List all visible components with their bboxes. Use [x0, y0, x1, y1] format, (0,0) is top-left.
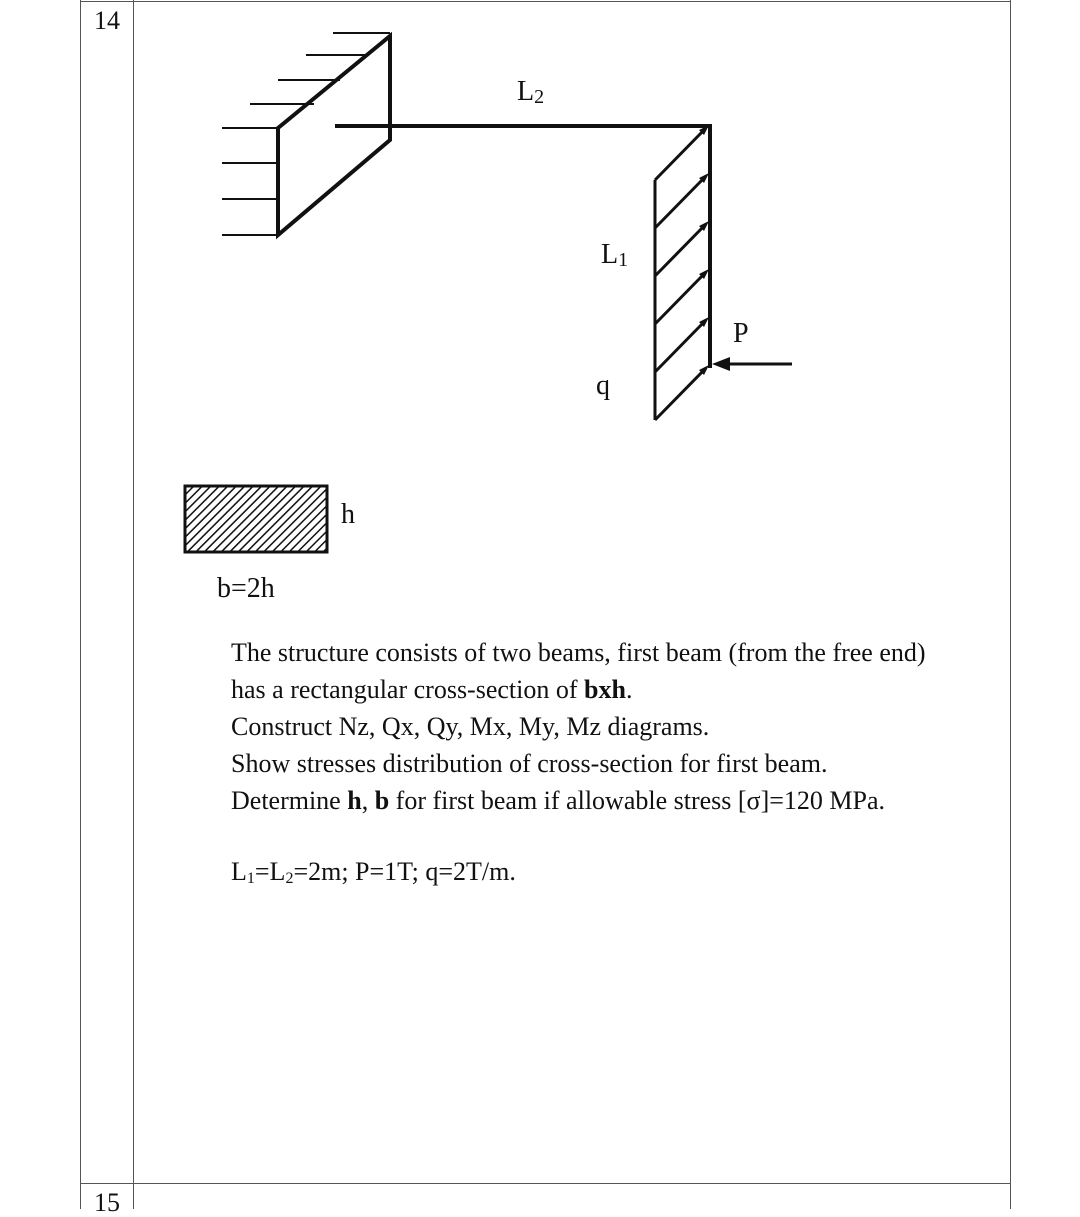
row-number-14: 14 [94, 6, 120, 35]
statement-line-4: Show stresses distribution of cross-section for first beam. [231, 749, 828, 778]
force-p-arrow [712, 357, 792, 371]
statement-line-5: Determine h, b for first beam if allowable stress [σ]=120 MPa. [231, 786, 886, 815]
row-number-15: 15 [94, 1188, 120, 1217]
label-l1: L1 [601, 239, 629, 271]
problem-statement [231, 634, 1011, 819]
label-l2: L2 [517, 76, 545, 108]
statement-line-2: has a rectangular cross-section of bxh. [231, 675, 633, 704]
label-q: q [596, 370, 610, 401]
fixed-support [222, 33, 390, 235]
statement-line-3: Construct Nz, Qx, Qy, Mx, My, Mz diagrams. [231, 712, 710, 741]
label-p: P [733, 318, 749, 349]
given-values: $L_1=L_2=2m$; P=1T; q=2T/m. [231, 857, 516, 887]
statement-line-1: The structure consists of two beams, first beam (from the free end) [231, 638, 926, 667]
cross-section-rectangle [185, 486, 327, 552]
distributed-load-q [655, 125, 709, 420]
label-h: h [341, 499, 355, 530]
label-b: b=2h [217, 573, 275, 604]
table-row-divider [80, 1183, 1011, 1184]
